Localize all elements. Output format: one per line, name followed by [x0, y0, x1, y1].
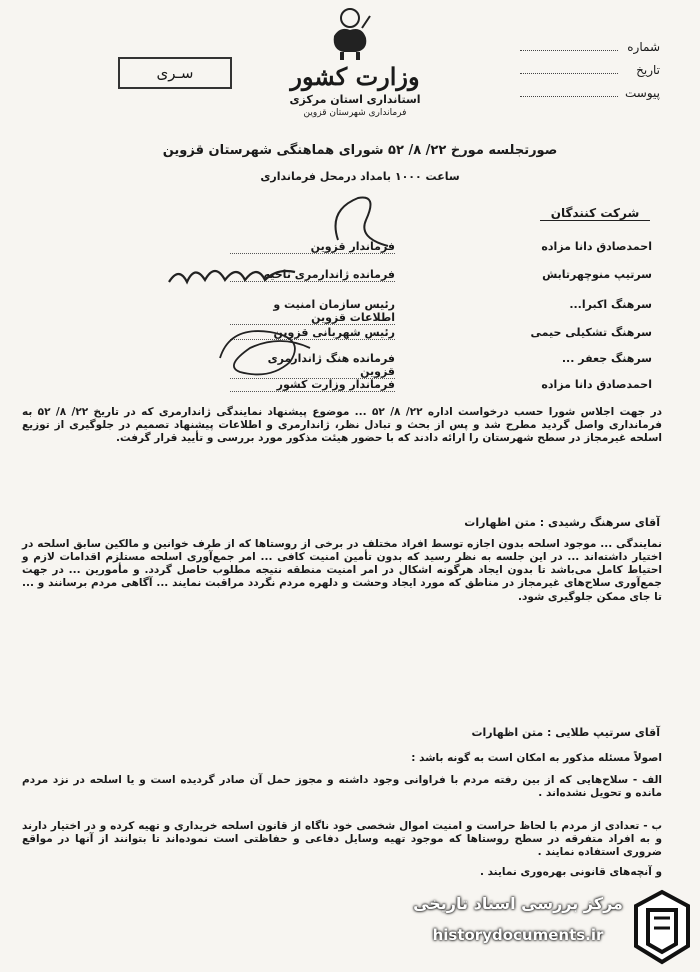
participant-row: سرتیپ منوچهرتابش فرمانده ژاندارمری ناحیه	[230, 268, 660, 282]
lion-and-sun-emblem-icon	[326, 6, 374, 62]
ministry-header	[270, 62, 440, 118]
body-paragraph-1: در جهت اجلاس شورا حسب درخواست اداره ۲۲/ ۸/ ۵۲ ... موضوع پیشنهاد نمایندگی ژاندارمری که در تاریخ ۲۲/ ۸/ ۵۲ به فرمانداری واصل گردید مطرح شد و پس از بحث و تبادل نظر، ژاندارمری و اطلاعات پیشنهاد تصمیم در جلوگیری از توزیع اسلحه غیرمجاز در سطح شهرستان را ارائه دادند که با حضور هیئت مذکور مورد بررسی و تأیید قرار گرفت.	[22, 406, 663, 445]
minutes-title: صورتجلسه مورخ ۲۲/ ۸/ ۵۲ شورای هماهنگی شهرستان قزوین	[162, 143, 558, 158]
signature-3-icon	[210, 318, 320, 382]
speaker-heading-rashidi: آقای سرهنگ رشیدی : متن اظهارات	[464, 516, 660, 529]
body-paragraph-6: و آنچه‌های قانونی بهره‌وری نمایند .	[479, 866, 662, 878]
body-paragraph-3: اصولاً مسئله مذکور به امکان است به گونه باشد :	[411, 752, 662, 764]
classification-stamp	[118, 57, 232, 89]
watermark-logo	[408, 888, 693, 968]
participants-heading: شرکت کنندگان	[540, 206, 650, 221]
signature-1-icon	[318, 190, 408, 250]
archive-logo-icon	[632, 888, 692, 968]
meta-attach-label: پیوست	[625, 86, 660, 100]
signature-2-icon	[165, 258, 300, 292]
meta-number-label: شماره	[627, 40, 660, 54]
speaker-heading-talaei: آقای سرتیپ طلایی : متن اظهارات	[471, 726, 660, 739]
watermark-url: historydocuments.ir	[432, 926, 604, 944]
meta-date-label: تاریخ	[636, 63, 660, 77]
participant-row: سرهنگ جعفر ... فرمانده هنگ ژاندارمری قزوین	[230, 352, 660, 379]
body-paragraph-5: ب - تعدادی از مردم با لحاظ حراست و امنیت اموال شخصی خود ناگاه از قانون اسلحه خریداری و تهیه کرده و در اختیار دارند و به افراد متفرقه در سطح روستاها که موجود تهیه وسایل دفاعی و حفاظتی است نموده‌اند تا بتوانند از آنها در مواقع ضروری استفاده نمایند .	[22, 820, 662, 859]
ministry-subtitle-1: استانداری استان مرکزی	[289, 93, 421, 106]
ministry-subtitle-2: فرمانداری شهرستان قزوین	[303, 108, 407, 118]
classification-label: سـری	[156, 64, 194, 82]
participant-row: احمدصادق دانا مزاده فرماندار وزارت کشور	[230, 378, 660, 392]
document-meta	[520, 40, 660, 109]
body-paragraph-4: الف - سلاح‌هایی که از بین رفته مردم با فراوانی وجود داشته و مجوز حمل آن صادر گردیده است و یا اسلحه در نزد مردم مانده و تحویل نشده‌اند .	[22, 774, 662, 800]
participant-row: سرهنگ تشکیلی حیمی رئیس شهربانی قزوین	[230, 326, 660, 340]
body-paragraph-2: نمایندگی ... موجود اسلحه بدون اجازه توسط افراد مختلف در برخی از روستاها که از طرف خوانین و مالکین سابق اسلحه در اختیار داشته‌اند ... در این جلسه به نظر رسید که بدون تأمین امنیت کافی ... امر جمع‌آوری اسلحه مستلزم اقدامات لازم و احتیاط کامل می‌باشد تا بدون ایجاد هرگونه اشکال در امر امنیت منطقه نتیجه مطلوب حاصل گردد. و مأمورین ... در جهت جمع‌آوری سلاح‌های غیرمجاز در مناطق که مورد ایجاد وحشت و دلهره مردم نگردد مراقبت نمایند ... آگاهی مردم برسانند و ... تا جای ممکن جلوگیری شود.	[22, 538, 662, 603]
watermark-title: مرکز بررسی اسناد تاریخی	[413, 894, 623, 913]
participant-row: سرهنگ اکبرا... رئیس سازمان امنیت و اطلاعات قزوین	[230, 298, 660, 325]
minutes-subtitle: ساعت ۱۰۰۰ بامداد درمحل فرمانداری	[260, 170, 460, 183]
ministry-name: وزارت کشور	[290, 62, 420, 91]
participant-row: احمدصادق دانا مزاده فرماندار قزوین	[230, 240, 660, 254]
